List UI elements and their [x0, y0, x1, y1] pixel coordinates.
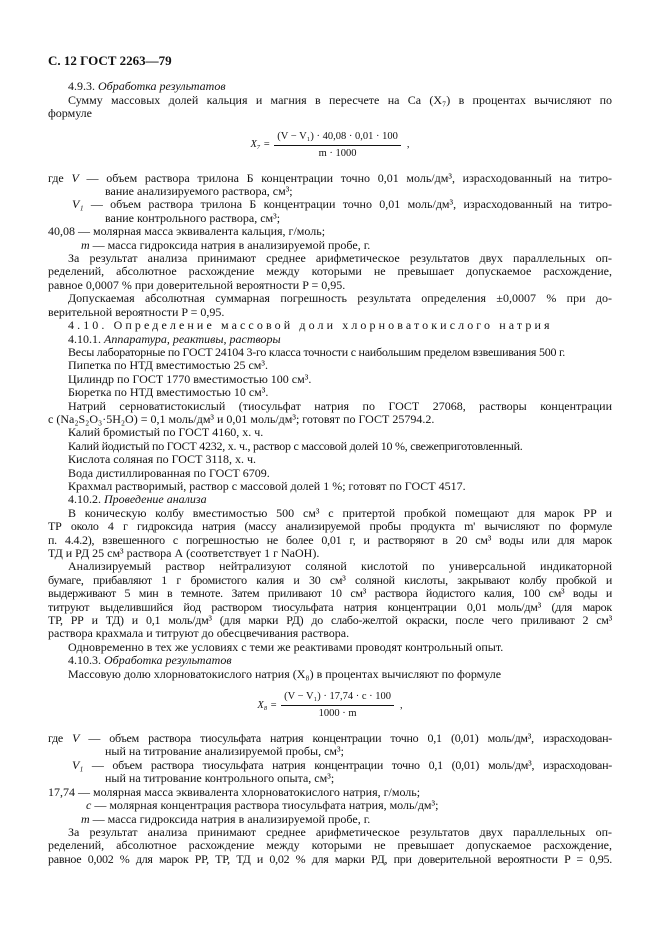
- section-heading-4-10-2: [48, 493, 612, 506]
- paragraph-line: ределений, абсолютное расхождение между которыми не превышает допускаемое расхождение,: [48, 264, 612, 279]
- paragraph-line: ределений, абсолютное расхождение между которыми не превышает допускаемое расхождение,: [48, 838, 612, 853]
- reagent-item: Вода дистиллированная по ГОСТ 6709.: [68, 465, 270, 480]
- def-text: — объем раствора тиосульфата натрия концентрации точно 0,1 (0,01) моль/дм³, израсходован-: [79, 731, 612, 746]
- paragraph-line: За результат анализа принимают среднее арифметическое результатов двух параллельных оп-: [68, 251, 612, 266]
- section-heading-4-9-3: [48, 80, 612, 93]
- paragraph-line: верительной вероятности P = 0,95.: [48, 304, 225, 319]
- definition-c: [48, 799, 612, 812]
- section-number: 4.10.2.: [68, 492, 104, 507]
- paragraph-line: равное 0,002 % для марок РР, ТР, ТД и 0,02 % для марки РД, при доверительной вероятности P = 0,95.: [48, 851, 612, 866]
- paragraph-line: ТД и РД 25 см³ раствора А (соответствует 1 г NaOH).: [48, 546, 320, 560]
- def-text: — объем раствора трилона Б концентрации точно 0,01 моль/дм³, израсходованный на титро-: [78, 170, 612, 185]
- def-text: — молярная концентрация раствора тиосульфата натрия, моль/дм³;: [91, 798, 439, 813]
- formula-numerator: (V − V₁) · 17,74 · c · 100: [281, 691, 394, 706]
- page-header: С. 12 ГОСТ 2263—79: [48, 53, 172, 68]
- section-title: Проведение анализа: [104, 492, 207, 507]
- paragraph-line: Массовую долю хлорноватокислого натрия (X₈) в процентах вычисляют по формуле: [68, 666, 502, 681]
- formula-lhs: X₈ =: [257, 699, 278, 711]
- formula-denominator: 1000 · m: [318, 708, 357, 720]
- document-page: [48, 54, 612, 866]
- formula-lhs: X₇ =: [250, 139, 271, 151]
- def-var: m: [81, 811, 90, 826]
- section-number: 4.9.3.: [68, 79, 98, 94]
- def-text: — объем раствора тиосульфата натрия концентрации точно 0,1 (0,01) моль/дм³, израсходован-: [83, 757, 612, 772]
- def-var: V: [72, 731, 80, 746]
- def-text: — масса гидроксида натрия в анализируемой пробе, г.: [89, 811, 371, 826]
- definition-v: [48, 732, 612, 745]
- paragraph-line: раствора крахмала и титруют до обесцвечивания раствора.: [48, 626, 350, 641]
- def-text: — объем раствора трилона Б концентрации точно 0,01 моль/дм³, израсходованный на титро-: [83, 197, 612, 212]
- reagent-item: Кислота соляная по ГОСТ 3118, х. ч.: [68, 452, 257, 467]
- formula-denominator: m · 1000: [318, 147, 357, 159]
- paragraph-line: формуле: [48, 106, 92, 121]
- paragraph-line: титруют выделившийся йод раствором тиосульфата натрия концентрации 0,01 моль/дм³ (для марок: [48, 599, 612, 614]
- definition-40-08: [48, 225, 612, 238]
- def-text: — масса гидроксида натрия в анализируемой пробе, г.: [89, 237, 371, 252]
- def-var: V₁: [72, 197, 84, 212]
- equipment-item: Цилиндр по ГОСТ 1770 вместимостью 100 см³.: [68, 371, 312, 386]
- formula-x7: [48, 131, 612, 160]
- definition-cont: ный на титрование анализируемой пробы, см³;: [105, 744, 344, 759]
- def-lead: где: [48, 731, 73, 746]
- paragraph-line: Сумму массовых долей кальция и магния в пересчете на Ca (X₇) в процентах вычисляют по: [68, 92, 612, 107]
- formula-fraction: [281, 691, 394, 720]
- definition-cont: ный на титрование контрольного опыта, см³;: [105, 771, 335, 786]
- paragraph-line: равное 0,0007 % при доверительной вероятности P = 0,95.: [48, 277, 346, 292]
- equipment-item: Бюретка по НТД вместимостью 10 см³.: [68, 385, 269, 400]
- definition-v: [48, 172, 612, 185]
- formula-comma: ,: [406, 139, 410, 151]
- definition-cont: вание контрольного раствора, см³;: [105, 210, 281, 225]
- reagent-item: Калий йодистый по ГОСТ 4232, х. ч., раствор с массовой долей 10 %, свежеприготовленный.: [68, 438, 523, 453]
- definition-cont: вание анализируемого раствора, см³;: [105, 184, 293, 199]
- reagent-item: Крахмал растворимый, раствор с массовой долей 1 %; готовят по ГОСТ 4517.: [68, 478, 466, 493]
- section-heading-4-10-1: [48, 333, 612, 346]
- formula-comma: ,: [400, 699, 403, 711]
- def-text: — молярная масса эквивалента хлорноватокислого натрия, г/моль;: [75, 784, 421, 799]
- paragraph-line: ТР, РР и ТД) и 0,1 моль/дм³ (для марки РД) до слабо-желтой окраски, после чего приливают 2 см³: [48, 613, 612, 628]
- paragraph-line: Допускаемая абсолютная суммарная погрешность результата определения ±0,0007 % при до-: [68, 291, 612, 306]
- def-lead: где: [48, 170, 72, 185]
- reagent-item: Натрий серноватистокислый (тиосульфат натрия по ГОСТ 27068, растворы концентрации: [68, 398, 612, 413]
- section-heading-4-10: 4.10. Определение массовой доли хлорноватокислого натрия: [68, 318, 553, 333]
- formula-fraction: [274, 131, 401, 160]
- section-number: 4.10.3.: [68, 653, 104, 668]
- definition-17-74: [48, 786, 612, 799]
- paragraph-line: В коническую колбу вместимостью 500 см³ с притертой пробкой помещают для марок РР и: [68, 505, 612, 520]
- reagent-item: c (Na₂S₂O₃·5H₂O) = 0,1 моль/дм³ и 0,01 моль/дм³; готовят по ГОСТ 25794.2.: [48, 411, 435, 426]
- paragraph-line: Одновременно в тех же условиях с теми же реактивами проводят контрольный опыт.: [68, 639, 504, 654]
- section-number: 4.10.1.: [68, 331, 104, 346]
- reagent-item: Калий бромистый по ГОСТ 4160, х. ч.: [68, 425, 264, 440]
- section-title: Аппаратура, реактивы, растворы: [104, 331, 281, 346]
- def-var: V₁: [72, 757, 84, 772]
- equipment-item: Весы лабораторные по ГОСТ 24104 3-го класса точности с наибольшим пределом взвешивания 500 г.: [68, 344, 566, 359]
- formula-x8: [48, 691, 612, 720]
- paragraph-line: п. 4.4.2), взвешенного с погрешностью не более 0,01 г, и растворяют в 20 см³ воды или для марок: [48, 532, 612, 547]
- def-lead: 40,08: [48, 224, 75, 239]
- definition-m: [48, 239, 612, 252]
- equipment-item: Пипетка по НТД вместимостью 25 см³.: [68, 358, 268, 373]
- paragraph-line: За результат анализа принимают среднее арифметическое результатов двух параллельных оп-: [68, 824, 612, 839]
- def-var: V: [71, 170, 79, 185]
- def-lead: 17,74: [48, 784, 75, 799]
- def-text: — молярная масса эквивалента кальция, г/моль;: [75, 224, 326, 239]
- paragraph-line: выдерживают 5 мин в темноте. Затем приливают 10 см³ раствора йодистого калия, 100 см³ воды и: [48, 586, 612, 601]
- paragraph-line: ТР около 4 г гидроксида натрия (массу анализируемой пробы продукта m' вычисляют по формуле: [48, 519, 612, 534]
- paragraph-line: Анализируемый раствор нейтрализуют соляной кислотой по универсальной индикаторной: [68, 559, 612, 574]
- definition-v1: [48, 759, 612, 772]
- section-title: Обработка результатов: [104, 653, 232, 668]
- formula-numerator: (V − V₁) · 40,08 · 0,01 · 100: [274, 131, 401, 146]
- section-title: Обработка результатов: [98, 79, 226, 94]
- def-var: m: [81, 237, 90, 252]
- section-heading-4-10-3: [48, 654, 612, 667]
- paragraph-line: бумаге, прибавляют 1 г бромистого калия и 30 см³ соляной кислоты, закрывают колбу пробкой и: [48, 572, 612, 587]
- definition-m: [48, 813, 612, 826]
- def-var: c: [86, 798, 92, 813]
- definition-v1: [48, 198, 612, 211]
